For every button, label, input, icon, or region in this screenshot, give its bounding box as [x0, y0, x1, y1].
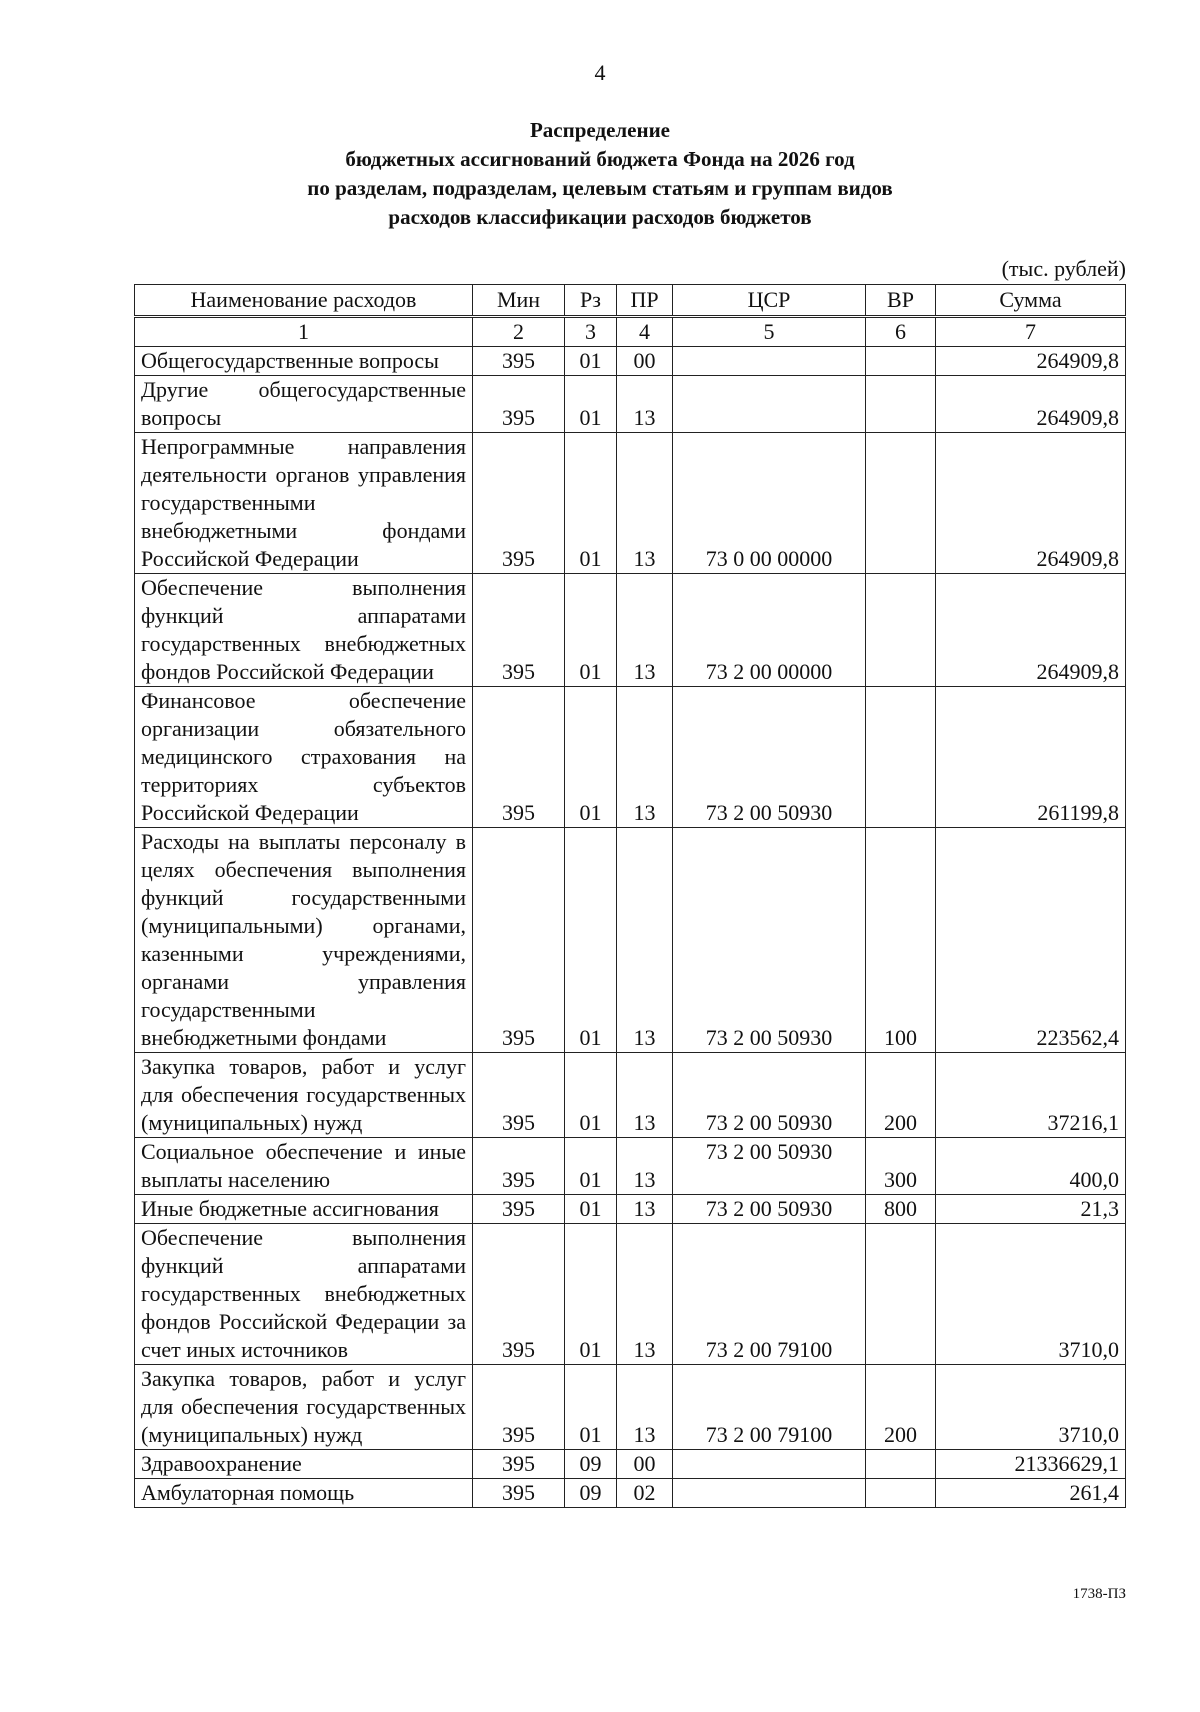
header-rz: Рз [565, 285, 617, 317]
expense-name: Обеспечение выполнения функций аппаратами государственных внебюджетных фондов Российской Федерации [135, 574, 473, 687]
subsection-code: 13 [617, 574, 673, 687]
expense-name: Непрограммные направления деятельности органов управления государственными внебюджетными фондами Российской Федерации [135, 433, 473, 574]
target-article-code [673, 347, 866, 376]
ministry-code: 395 [473, 1450, 565, 1479]
expense-type-code [866, 433, 936, 574]
expense-name: Другие общегосударственные вопросы [135, 376, 473, 433]
expense-type-code [866, 1224, 936, 1365]
header-vr: ВР [866, 285, 936, 317]
column-number: 2 [473, 317, 565, 347]
column-number: 4 [617, 317, 673, 347]
title-line-1: Распределение [529, 118, 671, 142]
target-article-code: 73 2 00 50930 [673, 828, 866, 1053]
header-sum: Сумма [936, 285, 1126, 317]
table-row [135, 1138, 1126, 1195]
target-article-code: 73 2 00 79100 [673, 1224, 866, 1365]
ministry-code: 395 [473, 1479, 565, 1508]
table-row [135, 433, 1126, 574]
table-row [135, 347, 1126, 376]
expense-name: Обеспечение выполнения функций аппаратами государственных внебюджетных фондов Российской Федерации за счет иных источников [135, 1224, 473, 1365]
expense-type-code: 800 [866, 1195, 936, 1224]
target-article-code: 73 2 00 50930 [673, 1053, 866, 1138]
amount: 264909,8 [936, 347, 1126, 376]
column-number: 5 [673, 317, 866, 347]
expense-name: Закупка товаров, работ и услуг для обеспечения государственных (муниципальных) нужд [135, 1053, 473, 1138]
subsection-code: 00 [617, 1450, 673, 1479]
amount: 37216,1 [936, 1053, 1126, 1138]
section-code: 01 [565, 347, 617, 376]
subsection-code: 13 [617, 1138, 673, 1195]
section-code: 01 [565, 828, 617, 1053]
expense-type-code [866, 347, 936, 376]
expense-type-code: 300 [866, 1138, 936, 1195]
subsection-code: 13 [617, 1195, 673, 1224]
section-code: 09 [565, 1450, 617, 1479]
target-article-code: 73 2 00 79100 [673, 1365, 866, 1450]
ministry-code: 395 [473, 574, 565, 687]
table-row [135, 1365, 1126, 1450]
target-article-code [673, 376, 866, 433]
section-code: 01 [565, 1365, 617, 1450]
amount: 21336629,1 [936, 1450, 1126, 1479]
section-code: 01 [565, 1195, 617, 1224]
amount: 261199,8 [936, 687, 1126, 828]
table-row [135, 687, 1126, 828]
expense-name: Амбулаторная помощь [135, 1479, 473, 1508]
header-csr: ЦСР [673, 285, 866, 317]
expense-name: Социальное обеспечение и иные выплаты населению [135, 1138, 473, 1195]
ministry-code: 395 [473, 1053, 565, 1138]
table-row [135, 574, 1126, 687]
ministry-code: 395 [473, 347, 565, 376]
section-code: 01 [565, 687, 617, 828]
units-label: (тыс. рублей) [1001, 256, 1126, 281]
ministry-code: 395 [473, 1195, 565, 1224]
target-article-code [673, 1450, 866, 1479]
target-article-code: 73 2 00 00000 [673, 574, 866, 687]
section-code: 09 [565, 1479, 617, 1508]
subsection-code: 00 [617, 347, 673, 376]
expense-name: Общегосударственные вопросы [135, 347, 473, 376]
column-number: 1 [135, 317, 473, 347]
section-code: 01 [565, 433, 617, 574]
section-code: 01 [565, 376, 617, 433]
table-row [135, 1479, 1126, 1508]
table-row [135, 1450, 1126, 1479]
subsection-code: 13 [617, 687, 673, 828]
ministry-code: 395 [473, 1224, 565, 1365]
expense-name: Расходы на выплаты персоналу в целях обеспечения выполнения функций государственными (муниципальными) органами, казенными учреждениями, органами управления государственными внебюджетными фондами [135, 828, 473, 1053]
subsection-code: 13 [617, 433, 673, 574]
budget-table [134, 284, 1126, 1508]
expense-type-code [866, 376, 936, 433]
title-line-3: по разделам, подразделам, целевым статьям и группам видов [307, 176, 893, 200]
title-line-2: бюджетных ассигнований бюджета Фонда на 2026 год [345, 147, 855, 171]
subsection-code: 13 [617, 1053, 673, 1138]
target-article-code: 73 2 00 50930 [673, 1138, 866, 1195]
section-code: 01 [565, 574, 617, 687]
expense-type-code [866, 1450, 936, 1479]
target-article-code [673, 1479, 866, 1508]
table-row [135, 1195, 1126, 1224]
document-title [0, 116, 1200, 232]
header-min: Мин [473, 285, 565, 317]
amount: 21,3 [936, 1195, 1126, 1224]
amount: 223562,4 [936, 828, 1126, 1053]
column-number-row [135, 317, 1126, 347]
expense-type-code: 200 [866, 1365, 936, 1450]
header-row [135, 285, 1126, 317]
expense-type-code [866, 574, 936, 687]
section-code: 01 [565, 1224, 617, 1365]
column-number: 6 [866, 317, 936, 347]
ministry-code: 395 [473, 376, 565, 433]
target-article-code: 73 2 00 50930 [673, 687, 866, 828]
section-code: 01 [565, 1053, 617, 1138]
subsection-code: 13 [617, 1224, 673, 1365]
amount: 261,4 [936, 1479, 1126, 1508]
amount: 400,0 [936, 1138, 1126, 1195]
ministry-code: 395 [473, 433, 565, 574]
ministry-code: 395 [473, 1365, 565, 1450]
subsection-code: 13 [617, 828, 673, 1053]
ministry-code: 395 [473, 828, 565, 1053]
expense-type-code [866, 687, 936, 828]
subsection-code: 13 [617, 1365, 673, 1450]
amount: 264909,8 [936, 376, 1126, 433]
column-number: 3 [565, 317, 617, 347]
target-article-code: 73 0 00 00000 [673, 433, 866, 574]
expense-type-code: 100 [866, 828, 936, 1053]
amount: 3710,0 [936, 1365, 1126, 1450]
amount: 3710,0 [936, 1224, 1126, 1365]
expense-type-code: 200 [866, 1053, 936, 1138]
table-row [135, 1224, 1126, 1365]
expense-name: Иные бюджетные ассигнования [135, 1195, 473, 1224]
title-line-4: расходов классификации расходов бюджетов [388, 205, 812, 229]
expense-name: Закупка товаров, работ и услуг для обеспечения государственных (муниципальных) нужд [135, 1365, 473, 1450]
expense-name: Здравоохранение [135, 1450, 473, 1479]
header-name: Наименование расходов [135, 285, 473, 317]
table-row [135, 1053, 1126, 1138]
ministry-code: 395 [473, 1138, 565, 1195]
expense-type-code [866, 1479, 936, 1508]
footer-code: 1738-ПЗ [1072, 1586, 1126, 1602]
header-pr: ПР [617, 285, 673, 317]
subsection-code: 13 [617, 376, 673, 433]
table-row [135, 828, 1126, 1053]
expense-name: Финансовое обеспечение организации обязательного медицинского страхования на территориях субъектов Российской Федерации [135, 687, 473, 828]
section-code: 01 [565, 1138, 617, 1195]
amount: 264909,8 [936, 433, 1126, 574]
table-row [135, 376, 1126, 433]
target-article-code: 73 2 00 50930 [673, 1195, 866, 1224]
subsection-code: 02 [617, 1479, 673, 1508]
page-number: 4 [594, 60, 606, 85]
ministry-code: 395 [473, 687, 565, 828]
amount: 264909,8 [936, 574, 1126, 687]
column-number: 7 [936, 317, 1126, 347]
